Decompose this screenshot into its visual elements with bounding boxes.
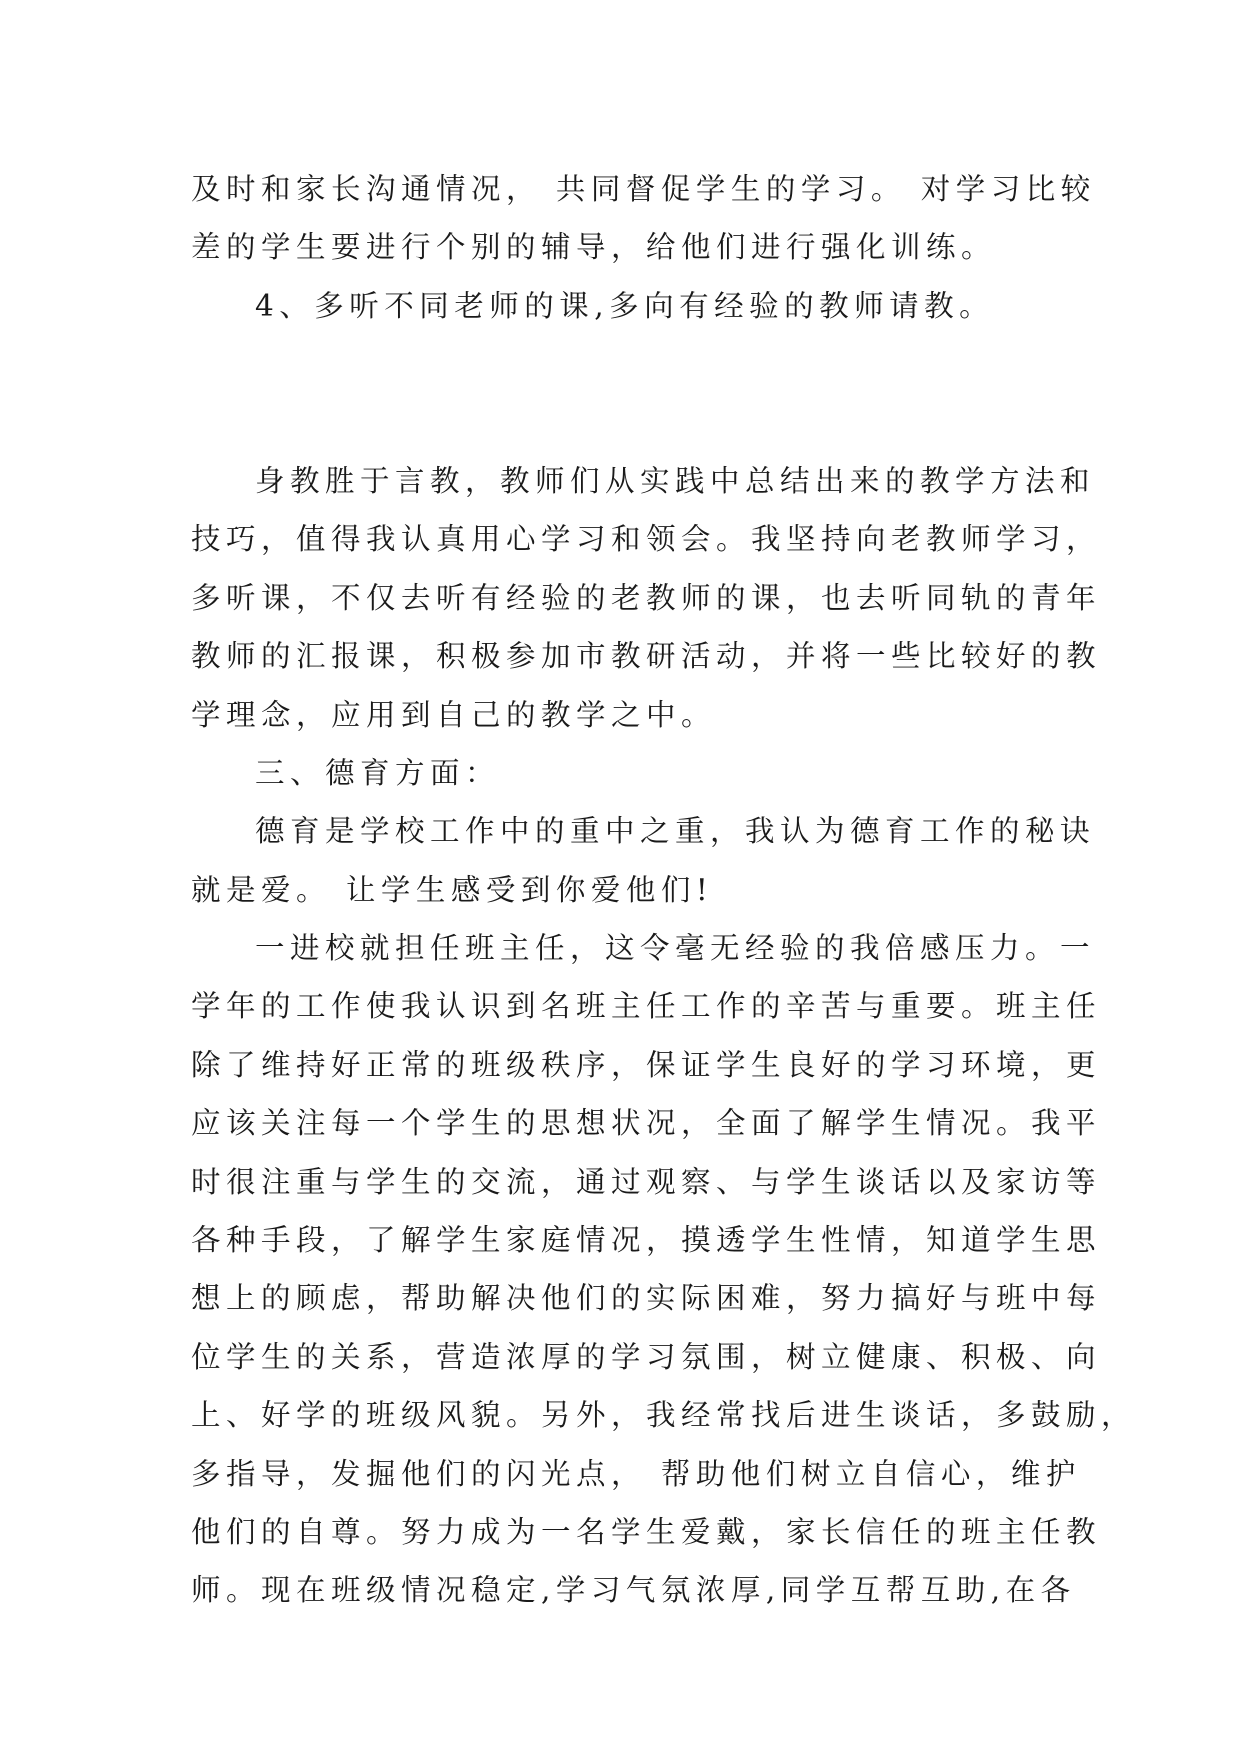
- list-item-4: 4、多听不同老师的课,多向有经验的教师请教。: [255, 288, 995, 323]
- text-line: 技巧，值得我认真用心学习和领会。我坚持向老教师学习，: [191, 522, 1102, 557]
- text-line: 学理念，应用到自己的教学之中。: [191, 697, 717, 732]
- text-line: 就是爱。 让学生感受到你爱他们!: [191, 872, 714, 907]
- text-line: 差的学生要进行个别的辅导，给他们进行强化训练。: [191, 230, 997, 265]
- text-line: 多指导，发掘他们的闪光点， 帮助他们树立自信心，维护: [191, 1456, 1081, 1491]
- text-line: 想上的顾虑，帮助解决他们的实际困难，努力搞好与班中每: [191, 1281, 1102, 1316]
- text-line: 师。现在班级情况稳定,学习气氛浓厚,同学互帮互助,在各: [191, 1573, 1076, 1608]
- text-line: 及时和家长沟通情况， 共同督促学生的学习。 对学习比较: [191, 172, 1096, 206]
- section-heading: 三、德育方面：: [255, 755, 501, 790]
- text-line: 他们的自尊。努力成为一名学生爱戴，家长信任的班主任教: [191, 1515, 1102, 1549]
- text-line: 各种手段，了解学生家庭情况，摸透学生性情，知道学生思: [191, 1223, 1102, 1258]
- document-body: [191, 160, 1137, 1620]
- text-line: 教师的汇报课，积极参加市教研活动，并将一些比较好的教: [191, 639, 1102, 674]
- text-line: 身教胜于言教，教师们从实践中总结出来的教学方法和: [255, 463, 1096, 498]
- text-line: 学年的工作使我认识到名班主任工作的辛苦与重要。班主任: [191, 989, 1102, 1024]
- text-line: 除了维持好正常的班级秩序，保证学生良好的学习环境，更: [191, 1047, 1102, 1082]
- text-line: 时很注重与学生的交流，通过观察、与学生谈话以及家访等: [191, 1164, 1102, 1199]
- text-line: 位学生的关系，营造浓厚的学习氛围，树立健康、积极、向: [191, 1339, 1102, 1374]
- text-line: 一进校就担任班主任，这令毫无经验的我倍感压力。一: [255, 931, 1096, 966]
- text-line: 应该关注每一个学生的思想状况，全面了解学生情况。我平: [191, 1106, 1102, 1141]
- text-line: 德育是学校工作中的重中之重，我认为德育工作的秘诀: [255, 814, 1096, 849]
- paragraph-gap: [191, 335, 1051, 452]
- text-line: 上、好学的班级风貌。另外，我经常找后进生谈话，多鼓励，: [191, 1398, 1137, 1433]
- text-line: 多听课，不仅去听有经验的老教师的课，也去听同轨的青年: [191, 580, 1102, 615]
